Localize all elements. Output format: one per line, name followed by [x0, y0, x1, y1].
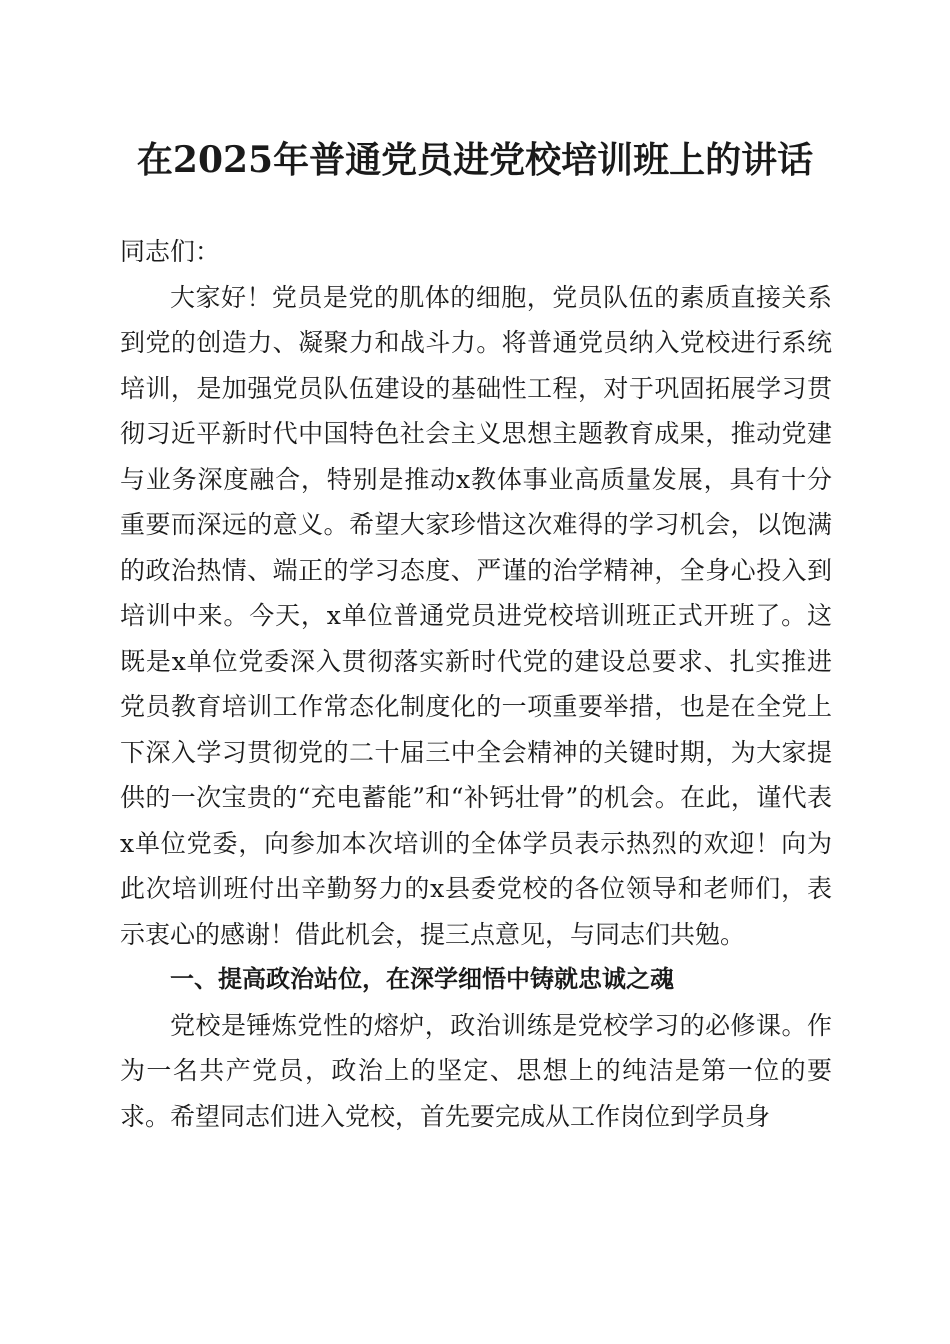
section-paragraph: 党校是锤炼党性的熔炉，政治训练是党校学习的必修课。作为一名共产党员，政治上的坚定、思想上的纯洁是第一位的要求。希望同志们进入党校，首先要完成从工作岗位到学员身 [120, 1010, 832, 1131]
section-heading: 一、提高政治站位，在深学细悟中铸就忠诚之魂 [170, 965, 674, 993]
intro-paragraph: 大家好！党员是党的肌体的细胞，党员队伍的素质直接关系到党的创造力、凝聚力和战斗力。将普通党员纳入党校进行系统培训，是加强党员队伍建设的基础性工程，对于巩固拓展学习贯彻习近平新时代中国特色社会主义思想主题教育成果，推动党建与业务深度融合，特别是推动x教体事业高质量发展，具有十分重要而深远的意义。希望大家珍惜这次难得的学习机会，以饱满的政治热情、端正的学习态度、严谨的治学精神，全身心投入到培训中来。今天，x单位普通党员进党校培训班正式开班了。这既是x单位党委深入贯彻落实新时代党的建设总要求、扎实推进党员教育培训工作常态化制度化的一项重要举措，也是在全党上下深入学习贯彻党的二十届三中全会精神的关键时期，为大家提供的一次宝贵的“充电蓄能”和“补钙壮骨”的机会。在此，谨代表x单位党委，向参加本次培训的全体学员表示热烈的欢迎！向为此次培训班付出辛勤努力的x县委党校的各位领导和老师们，表示衷心的感谢！借此机会，提三点意见，与同志们共勉。 [120, 282, 832, 949]
document-title: 在2025年普通党员进党校培训班上的讲话 [136, 139, 814, 181]
document-body [120, 229, 832, 1139]
salutation: 同志们： [120, 237, 221, 266]
